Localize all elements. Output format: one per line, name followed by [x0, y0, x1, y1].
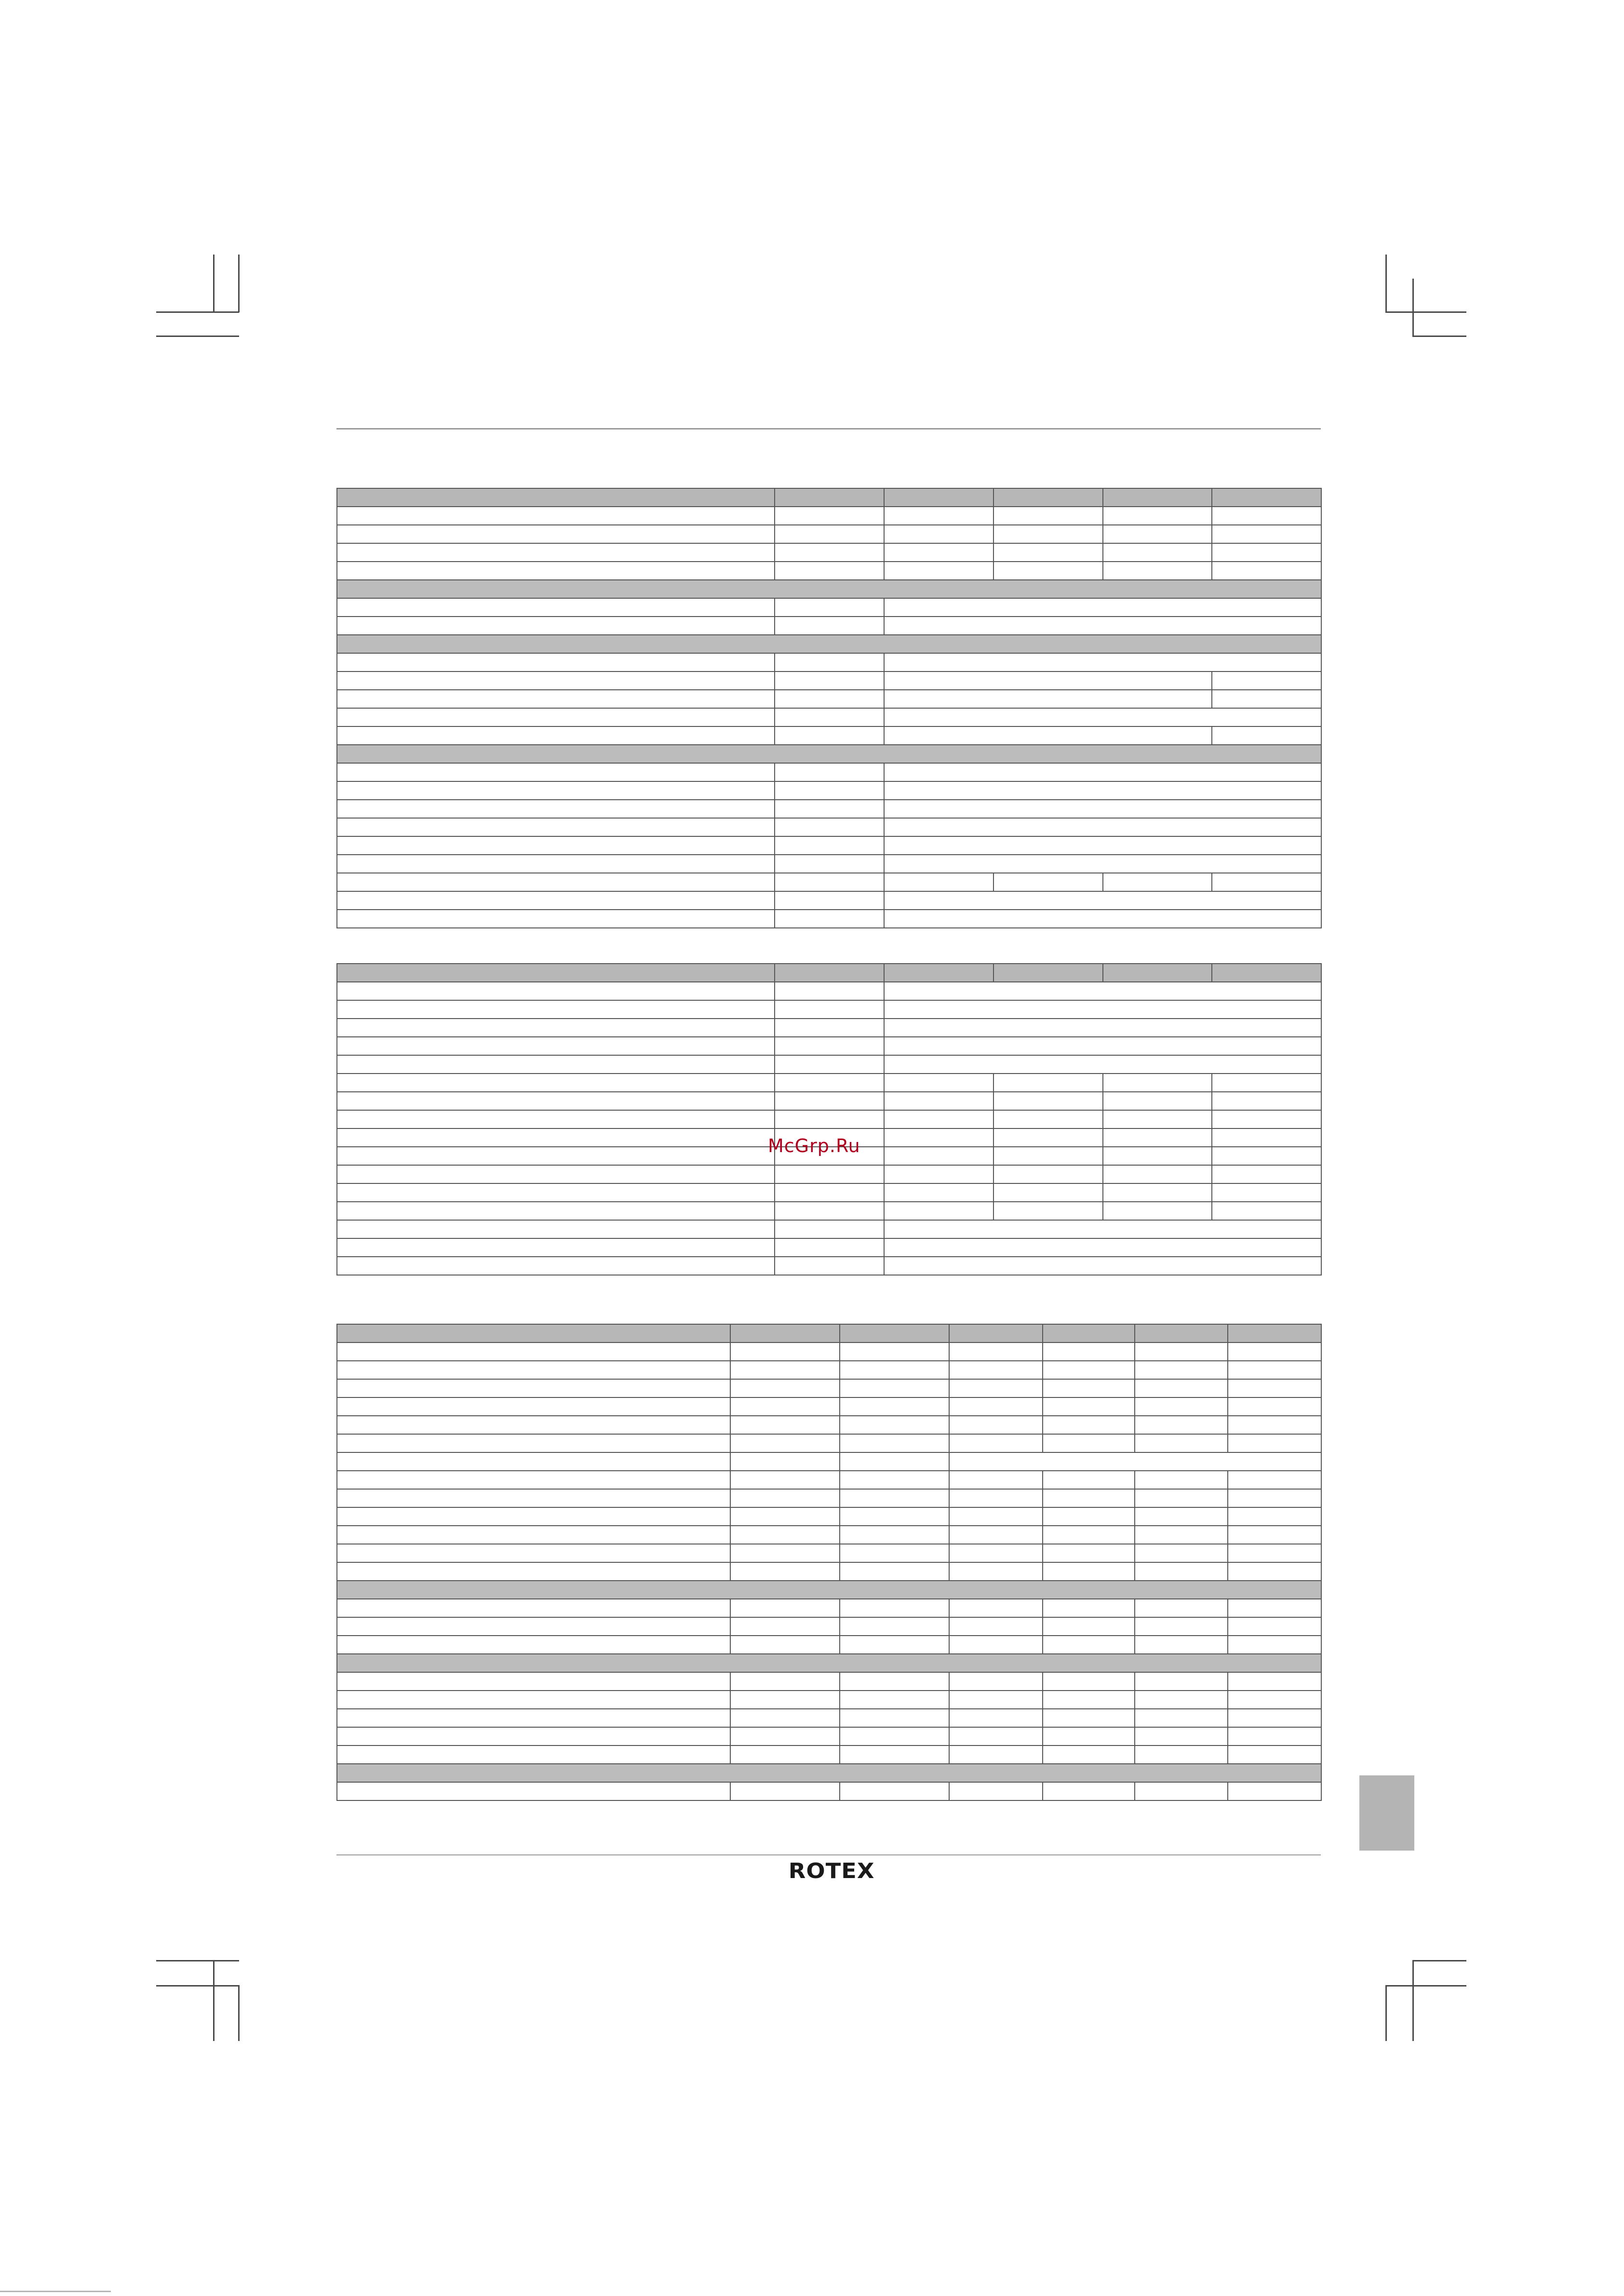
table-row — [337, 1782, 1321, 1800]
crop-mark — [213, 1960, 215, 2041]
table-section-row — [337, 635, 1321, 653]
table-row — [337, 1562, 1321, 1581]
table-row — [337, 1000, 1321, 1019]
table-section-row — [337, 1764, 1321, 1782]
table-row — [337, 891, 1321, 910]
table-row — [337, 781, 1321, 800]
table-row — [337, 1379, 1321, 1397]
table-row — [337, 1416, 1321, 1434]
table-row — [337, 982, 1321, 1000]
crop-mark — [1412, 336, 1466, 337]
table-row — [337, 1257, 1321, 1275]
table-row — [337, 598, 1321, 617]
table-row — [337, 1471, 1321, 1489]
table-row — [337, 1727, 1321, 1745]
table-row — [337, 1074, 1321, 1092]
table-row — [337, 690, 1321, 708]
table-row — [337, 1055, 1321, 1074]
table-row — [337, 562, 1321, 580]
table-row — [337, 1183, 1321, 1202]
table-row — [337, 708, 1321, 726]
crop-mark — [1412, 1960, 1466, 1961]
crop-mark — [213, 255, 215, 312]
table-row — [337, 1092, 1321, 1110]
crop-mark — [1385, 255, 1387, 312]
table-row — [337, 1745, 1321, 1764]
table-row — [337, 1220, 1321, 1238]
table-row — [337, 1617, 1321, 1636]
crop-mark — [1385, 1985, 1387, 2041]
footer-rule — [336, 1854, 1321, 1855]
table-row — [337, 855, 1321, 873]
table-row — [337, 1397, 1321, 1416]
table-row — [337, 1599, 1321, 1617]
table-row — [337, 1165, 1321, 1183]
table-section-row — [337, 1581, 1321, 1599]
table-row — [337, 1489, 1321, 1507]
header-rule — [336, 428, 1321, 430]
table-row — [337, 1110, 1321, 1128]
table-row — [337, 800, 1321, 818]
crop-mark — [156, 311, 239, 313]
table-section-row — [337, 580, 1321, 598]
crop-mark — [238, 1985, 240, 2041]
table-row — [337, 653, 1321, 671]
table-row — [337, 1343, 1321, 1361]
table-row — [337, 1238, 1321, 1257]
table-row — [337, 1636, 1321, 1654]
table-row — [337, 1507, 1321, 1526]
table-row — [337, 763, 1321, 781]
crop-mark — [1412, 279, 1414, 336]
table-row — [337, 1544, 1321, 1562]
table-row — [337, 818, 1321, 836]
table-row — [337, 1202, 1321, 1220]
spec-table-3 — [336, 1324, 1322, 1801]
chapter-tab — [1359, 1775, 1414, 1851]
rotex-logo: ROTEX — [788, 1859, 875, 1883]
watermark: McGrp.Ru — [768, 1135, 860, 1156]
table-row — [337, 1691, 1321, 1709]
table-header-row — [337, 1324, 1321, 1343]
table-section-row — [337, 1654, 1321, 1672]
table-row — [337, 1019, 1321, 1037]
table-row — [337, 1709, 1321, 1727]
spec-table-1 — [336, 488, 1322, 928]
table-header-row — [337, 964, 1321, 982]
table-row — [337, 1526, 1321, 1544]
table-row — [337, 525, 1321, 543]
crop-mark — [156, 1985, 239, 1987]
scan-artifact — [0, 2291, 111, 2292]
table-row — [337, 1037, 1321, 1055]
table-row — [337, 1672, 1321, 1691]
crop-mark — [238, 255, 240, 312]
table-row — [337, 726, 1321, 745]
table-row — [337, 1434, 1321, 1452]
crop-mark — [1385, 311, 1466, 313]
crop-mark — [156, 1960, 239, 1961]
spec-table-2 — [336, 963, 1322, 1276]
crop-mark — [156, 336, 239, 337]
table-row — [337, 1452, 1321, 1471]
crop-mark — [1412, 1960, 1414, 2041]
table-row — [337, 873, 1321, 891]
table-row — [337, 1361, 1321, 1379]
table-section-row — [337, 745, 1321, 763]
table-header-row — [337, 488, 1321, 507]
table-row — [337, 671, 1321, 690]
table-row — [337, 507, 1321, 525]
table-row — [337, 543, 1321, 562]
table-row — [337, 617, 1321, 635]
table-row — [337, 836, 1321, 855]
table-row — [337, 910, 1321, 928]
crop-mark — [1385, 1985, 1466, 1987]
